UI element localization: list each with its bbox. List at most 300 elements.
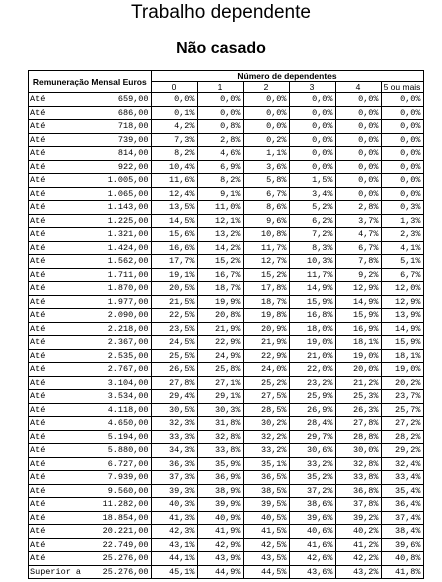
rate-cell: 2,8%: [197, 133, 243, 147]
rate-cell: 24,9%: [197, 349, 243, 363]
rate-cell: 27,8%: [335, 417, 381, 431]
table-row: [29, 255, 424, 269]
rate-cell: 41,6%: [289, 538, 335, 552]
rate-cell: 0,0%: [197, 106, 243, 120]
row-amount: 2.090,00: [81, 309, 151, 323]
rate-cell: 27,1%: [197, 376, 243, 390]
rate-cell: 4,7%: [335, 228, 381, 242]
rate-cell: 36,9%: [197, 471, 243, 485]
rate-cell: 40,2%: [335, 525, 381, 539]
rate-cell: 31,8%: [197, 417, 243, 431]
rate-cell: 5,8%: [243, 174, 289, 188]
rate-cell: 33,4%: [381, 471, 423, 485]
rate-cell: 18,0%: [289, 322, 335, 336]
rate-cell: 33,2%: [289, 457, 335, 471]
rate-cell: 41,5%: [243, 525, 289, 539]
rate-cell: 37,2%: [289, 484, 335, 498]
rate-cell: 9,1%: [197, 187, 243, 201]
rate-cell: 19,0%: [289, 336, 335, 350]
table-row: [29, 363, 424, 377]
table-row: [29, 511, 424, 525]
rate-cell: 21,0%: [289, 349, 335, 363]
rate-cell: 5,1%: [381, 255, 423, 269]
rate-cell: 14,9%: [289, 282, 335, 296]
rate-cell: 42,9%: [197, 538, 243, 552]
row-amount: 1.065,00: [81, 187, 151, 201]
row-amount: 1.424,00: [81, 241, 151, 255]
row-label: Até: [29, 498, 82, 512]
rate-cell: 33,8%: [197, 444, 243, 458]
row-label: Até: [29, 282, 82, 296]
rate-cell: 28,5%: [243, 403, 289, 417]
row-label: Até: [29, 363, 82, 377]
rate-cell: 6,9%: [197, 160, 243, 174]
row-amount: 3.104,00: [81, 376, 151, 390]
rate-cell: 21,2%: [335, 376, 381, 390]
rate-cell: 40,5%: [243, 511, 289, 525]
rate-cell: 12,9%: [381, 295, 423, 309]
rate-cell: 0,0%: [381, 106, 423, 120]
rate-cell: 16,6%: [151, 241, 197, 255]
rate-cell: 25,7%: [381, 403, 423, 417]
rate-cell: 0,0%: [381, 93, 423, 107]
row-label: Até: [29, 430, 82, 444]
rate-cell: 29,7%: [289, 430, 335, 444]
rate-cell: 38,9%: [197, 484, 243, 498]
table-row: [29, 147, 424, 161]
rate-cell: 7,8%: [335, 255, 381, 269]
rate-cell: 21,9%: [197, 322, 243, 336]
rate-cell: 0,1%: [151, 106, 197, 120]
rate-cell: 39,2%: [335, 511, 381, 525]
rate-cell: 39,6%: [381, 538, 423, 552]
rate-cell: 18,7%: [197, 282, 243, 296]
rate-cell: 12,1%: [197, 214, 243, 228]
rate-cell: 0,0%: [243, 93, 289, 107]
rate-cell: 16,7%: [197, 268, 243, 282]
rate-cell: 0,0%: [289, 120, 335, 134]
rate-cell: 41,8%: [381, 565, 423, 579]
dependents-column-header: 4: [335, 82, 381, 93]
rate-cell: 37,4%: [381, 511, 423, 525]
row-label: Até: [29, 201, 82, 215]
rate-cell: 3,7%: [335, 214, 381, 228]
rate-cell: 14,5%: [151, 214, 197, 228]
rate-cell: 19,8%: [243, 309, 289, 323]
table-row: [29, 93, 424, 107]
rate-cell: 0,0%: [289, 133, 335, 147]
page-title: Trabalho dependente: [131, 2, 311, 23]
rate-cell: 13,5%: [151, 201, 197, 215]
rate-cell: 41,3%: [151, 511, 197, 525]
rate-cell: 0,0%: [289, 147, 335, 161]
rate-cell: 30,5%: [151, 403, 197, 417]
rate-cell: 0,0%: [335, 93, 381, 107]
rate-cell: 7,2%: [289, 228, 335, 242]
rate-cell: 8,3%: [289, 241, 335, 255]
rate-cell: 1,1%: [243, 147, 289, 161]
table-row: [29, 498, 424, 512]
dependents-column-header: 5 ou mais: [381, 82, 423, 93]
rate-cell: 19,9%: [197, 295, 243, 309]
rate-cell: 43,2%: [335, 565, 381, 579]
rate-cell: 20,0%: [335, 363, 381, 377]
rate-cell: 39,6%: [289, 511, 335, 525]
table-row: [29, 322, 424, 336]
rate-cell: 12,7%: [243, 255, 289, 269]
row-amount: 1.321,00: [81, 228, 151, 242]
rate-cell: 43,5%: [243, 552, 289, 566]
row-amount: 4.118,00: [81, 403, 151, 417]
rate-cell: 14,9%: [381, 322, 423, 336]
row-amount: 1.143,00: [81, 201, 151, 215]
row-label: Até: [29, 390, 82, 404]
row-amount: 1.977,00: [81, 295, 151, 309]
rate-cell: 15,9%: [381, 336, 423, 350]
rate-cell: 30,2%: [243, 417, 289, 431]
row-amount: 25.276,00: [81, 552, 151, 566]
row-label: Até: [29, 120, 82, 134]
rate-cell: 37,3%: [151, 471, 197, 485]
rate-cell: 38,4%: [381, 525, 423, 539]
rate-cell: 32,8%: [197, 430, 243, 444]
row-label: Até: [29, 268, 82, 282]
remuneration-header: Remuneração Mensal Euros: [29, 71, 152, 93]
rate-cell: 40,6%: [289, 525, 335, 539]
table-row: [29, 282, 424, 296]
rate-cell: 7,3%: [151, 133, 197, 147]
rate-cell: 0,8%: [197, 120, 243, 134]
row-label: Até: [29, 376, 82, 390]
row-amount: 3.534,00: [81, 390, 151, 404]
rate-cell: 42,6%: [289, 552, 335, 566]
rate-cell: 13,2%: [197, 228, 243, 242]
rate-cell: 16,8%: [289, 309, 335, 323]
rate-cell: 16,9%: [335, 322, 381, 336]
rate-cell: 14,9%: [335, 295, 381, 309]
rate-cell: 25,3%: [335, 390, 381, 404]
row-amount: 718,00: [81, 120, 151, 134]
rate-cell: 33,2%: [243, 444, 289, 458]
table-row: [29, 309, 424, 323]
table-row: [29, 187, 424, 201]
row-amount: 814,00: [81, 147, 151, 161]
row-amount: 25.276,00: [81, 565, 151, 579]
rate-cell: 12,0%: [381, 282, 423, 296]
page-subtitle: Não casado: [176, 40, 266, 57]
rate-cell: 17,8%: [243, 282, 289, 296]
row-amount: 22.749,00: [81, 538, 151, 552]
table-row: [29, 403, 424, 417]
rate-cell: 30,0%: [335, 444, 381, 458]
rate-cell: 22,5%: [151, 309, 197, 323]
rate-cell: 0,0%: [335, 160, 381, 174]
rate-cell: 8,2%: [197, 174, 243, 188]
withholding-tax-table: [28, 70, 424, 579]
rate-cell: 0,0%: [197, 93, 243, 107]
row-amount: 739,00: [81, 133, 151, 147]
rate-cell: 24,0%: [243, 363, 289, 377]
row-amount: 1.711,00: [81, 268, 151, 282]
rate-cell: 25,2%: [243, 376, 289, 390]
rate-cell: 20,9%: [243, 322, 289, 336]
rate-cell: 30,3%: [197, 403, 243, 417]
rate-cell: 15,9%: [335, 309, 381, 323]
rate-cell: 35,2%: [289, 471, 335, 485]
rate-cell: 18,7%: [243, 295, 289, 309]
rate-cell: 4,2%: [151, 120, 197, 134]
row-label: Até: [29, 417, 82, 431]
rate-cell: 17,7%: [151, 255, 197, 269]
row-label: Até: [29, 241, 82, 255]
rate-cell: 33,8%: [335, 471, 381, 485]
rate-cell: 19,1%: [151, 268, 197, 282]
rate-cell: 32,8%: [335, 457, 381, 471]
rate-cell: 42,3%: [151, 525, 197, 539]
row-amount: 5.880,00: [81, 444, 151, 458]
row-label: Até: [29, 525, 82, 539]
dependents-header: Número de dependentes: [151, 71, 423, 82]
row-label: Até: [29, 403, 82, 417]
rate-cell: 8,6%: [243, 201, 289, 215]
rate-cell: 28,4%: [289, 417, 335, 431]
row-amount: 20.221,00: [81, 525, 151, 539]
row-label: Até: [29, 511, 82, 525]
table-row: [29, 390, 424, 404]
rate-cell: 20,2%: [381, 376, 423, 390]
rate-cell: 0,0%: [335, 187, 381, 201]
table-row: [29, 525, 424, 539]
rate-cell: 10,8%: [243, 228, 289, 242]
rate-cell: 0,0%: [335, 106, 381, 120]
table-row: [29, 376, 424, 390]
rate-cell: 32,4%: [381, 457, 423, 471]
table-row: [29, 565, 424, 579]
rate-cell: 22,9%: [197, 336, 243, 350]
row-label: Até: [29, 444, 82, 458]
rate-cell: 19,0%: [335, 349, 381, 363]
rate-cell: 11,7%: [243, 241, 289, 255]
rate-cell: 43,6%: [289, 565, 335, 579]
row-label: Até: [29, 538, 82, 552]
row-label: Até: [29, 106, 82, 120]
rate-cell: 23,2%: [289, 376, 335, 390]
table-row: [29, 538, 424, 552]
row-label: Até: [29, 336, 82, 350]
rate-cell: 32,2%: [243, 430, 289, 444]
rate-cell: 29,1%: [197, 390, 243, 404]
rate-cell: 2,8%: [335, 201, 381, 215]
rate-cell: 44,1%: [151, 552, 197, 566]
rate-cell: 19,0%: [381, 363, 423, 377]
table-row: [29, 160, 424, 174]
rate-cell: 35,4%: [381, 484, 423, 498]
rate-cell: 4,1%: [381, 241, 423, 255]
row-label: Até: [29, 322, 82, 336]
rate-cell: 29,2%: [381, 444, 423, 458]
rate-cell: 38,6%: [289, 498, 335, 512]
table-row: [29, 214, 424, 228]
rate-cell: 18,1%: [335, 336, 381, 350]
row-amount: 1.562,00: [81, 255, 151, 269]
row-label: Até: [29, 214, 82, 228]
row-label: Até: [29, 174, 82, 188]
row-label: Até: [29, 93, 82, 107]
row-amount: 659,00: [81, 93, 151, 107]
table-row: [29, 430, 424, 444]
rate-cell: 38,5%: [243, 484, 289, 498]
row-label: Superior a: [30, 566, 82, 577]
table-row: [29, 444, 424, 458]
rate-cell: 0,0%: [381, 120, 423, 134]
row-label: Até: [29, 471, 82, 485]
rate-cell: 20,8%: [197, 309, 243, 323]
rate-cell: 25,5%: [151, 349, 197, 363]
rate-cell: 34,3%: [151, 444, 197, 458]
rate-cell: 0,0%: [335, 174, 381, 188]
row-amount: 1.870,00: [81, 282, 151, 296]
rate-cell: 0,0%: [381, 160, 423, 174]
rate-cell: 0,0%: [243, 120, 289, 134]
rate-cell: 33,3%: [151, 430, 197, 444]
row-amount: 2.535,00: [81, 349, 151, 363]
rate-cell: 41,9%: [197, 525, 243, 539]
rate-cell: 5,2%: [289, 201, 335, 215]
table-row: [29, 106, 424, 120]
rate-cell: 15,6%: [151, 228, 197, 242]
rate-cell: 10,3%: [289, 255, 335, 269]
row-label: Até: [29, 295, 82, 309]
rate-cell: 15,9%: [289, 295, 335, 309]
rate-cell: 6,7%: [243, 187, 289, 201]
rate-cell: 44,9%: [197, 565, 243, 579]
rate-cell: 40,8%: [381, 552, 423, 566]
table-row: [29, 417, 424, 431]
rate-cell: 13,9%: [381, 309, 423, 323]
table-row: [29, 552, 424, 566]
dependents-column-header: 3: [289, 82, 335, 93]
rate-cell: 39,5%: [243, 498, 289, 512]
rate-cell: 9,2%: [335, 268, 381, 282]
rate-cell: 27,2%: [381, 417, 423, 431]
rate-cell: 43,1%: [151, 538, 197, 552]
rate-cell: 20,5%: [151, 282, 197, 296]
row-amount: 7.939,00: [81, 471, 151, 485]
rate-cell: 41,2%: [335, 538, 381, 552]
table-row: [29, 174, 424, 188]
rate-cell: 11,6%: [151, 174, 197, 188]
dependents-column-header: 0: [151, 82, 197, 93]
rate-cell: 0,0%: [335, 120, 381, 134]
row-label: Até: [29, 457, 82, 471]
rate-cell: 0,0%: [151, 93, 197, 107]
rate-cell: 35,9%: [197, 457, 243, 471]
table-row: [29, 336, 424, 350]
rate-cell: 18,1%: [381, 349, 423, 363]
table-row: [29, 201, 424, 215]
rate-cell: 21,9%: [243, 336, 289, 350]
rate-cell: 3,4%: [289, 187, 335, 201]
row-label: Até: [29, 147, 82, 161]
rate-cell: 24,5%: [151, 336, 197, 350]
table-row: [29, 228, 424, 242]
rate-cell: 12,9%: [335, 282, 381, 296]
row-amount: 1.005,00: [81, 174, 151, 188]
rate-cell: 26,3%: [335, 403, 381, 417]
rate-cell: 0,0%: [335, 133, 381, 147]
row-amount: 2.367,00: [81, 336, 151, 350]
rate-cell: 37,8%: [335, 498, 381, 512]
rate-cell: 36,3%: [151, 457, 197, 471]
rate-cell: 32,3%: [151, 417, 197, 431]
table-row: [29, 457, 424, 471]
rate-cell: 0,0%: [381, 187, 423, 201]
rate-cell: 0,3%: [381, 201, 423, 215]
rate-cell: 27,8%: [151, 376, 197, 390]
rate-cell: 0,0%: [243, 106, 289, 120]
row-amount: 2.218,00: [81, 322, 151, 336]
rate-cell: 45,1%: [151, 565, 197, 579]
rate-cell: 43,9%: [197, 552, 243, 566]
rate-cell: 1,3%: [381, 214, 423, 228]
rate-cell: 6,7%: [335, 241, 381, 255]
row-label: Até: [29, 552, 82, 566]
dependents-column-header: 2: [243, 82, 289, 93]
rate-cell: 44,5%: [243, 565, 289, 579]
rate-cell: 9,6%: [243, 214, 289, 228]
rate-cell: 22,0%: [289, 363, 335, 377]
table-row: [29, 471, 424, 485]
rate-cell: 39,3%: [151, 484, 197, 498]
table-row: [29, 295, 424, 309]
rate-cell: 23,5%: [151, 322, 197, 336]
table-row: [29, 349, 424, 363]
rate-cell: 0,0%: [289, 106, 335, 120]
rate-cell: 0,0%: [335, 147, 381, 161]
row-amount: 11.282,00: [81, 498, 151, 512]
table-body: [29, 93, 424, 579]
rate-cell: 25,8%: [197, 363, 243, 377]
rate-cell: 23,7%: [381, 390, 423, 404]
rate-cell: 28,8%: [335, 430, 381, 444]
rate-cell: 0,0%: [381, 133, 423, 147]
rate-cell: 4,6%: [197, 147, 243, 161]
rate-cell: 42,5%: [243, 538, 289, 552]
rate-cell: 15,2%: [197, 255, 243, 269]
row-amount: 6.727,00: [81, 457, 151, 471]
table-row: [29, 133, 424, 147]
rate-cell: 36,8%: [335, 484, 381, 498]
rate-cell: 26,9%: [289, 403, 335, 417]
rate-cell: 25,9%: [289, 390, 335, 404]
rate-cell: 26,5%: [151, 363, 197, 377]
table-row: [29, 241, 424, 255]
row-amount: 4.650,00: [81, 417, 151, 431]
rate-cell: 21,5%: [151, 295, 197, 309]
row-amount: 1.225,00: [81, 214, 151, 228]
row-amount: 5.194,00: [81, 430, 151, 444]
rate-cell: 6,7%: [381, 268, 423, 282]
rate-cell: 0,2%: [243, 133, 289, 147]
rate-cell: 28,2%: [381, 430, 423, 444]
row-label: Até: [29, 349, 82, 363]
table-row: [29, 120, 424, 134]
rate-cell: 29,4%: [151, 390, 197, 404]
rate-cell: 8,2%: [151, 147, 197, 161]
rate-cell: 11,0%: [197, 201, 243, 215]
row-label: Até: [29, 133, 82, 147]
rate-cell: 0,0%: [289, 160, 335, 174]
